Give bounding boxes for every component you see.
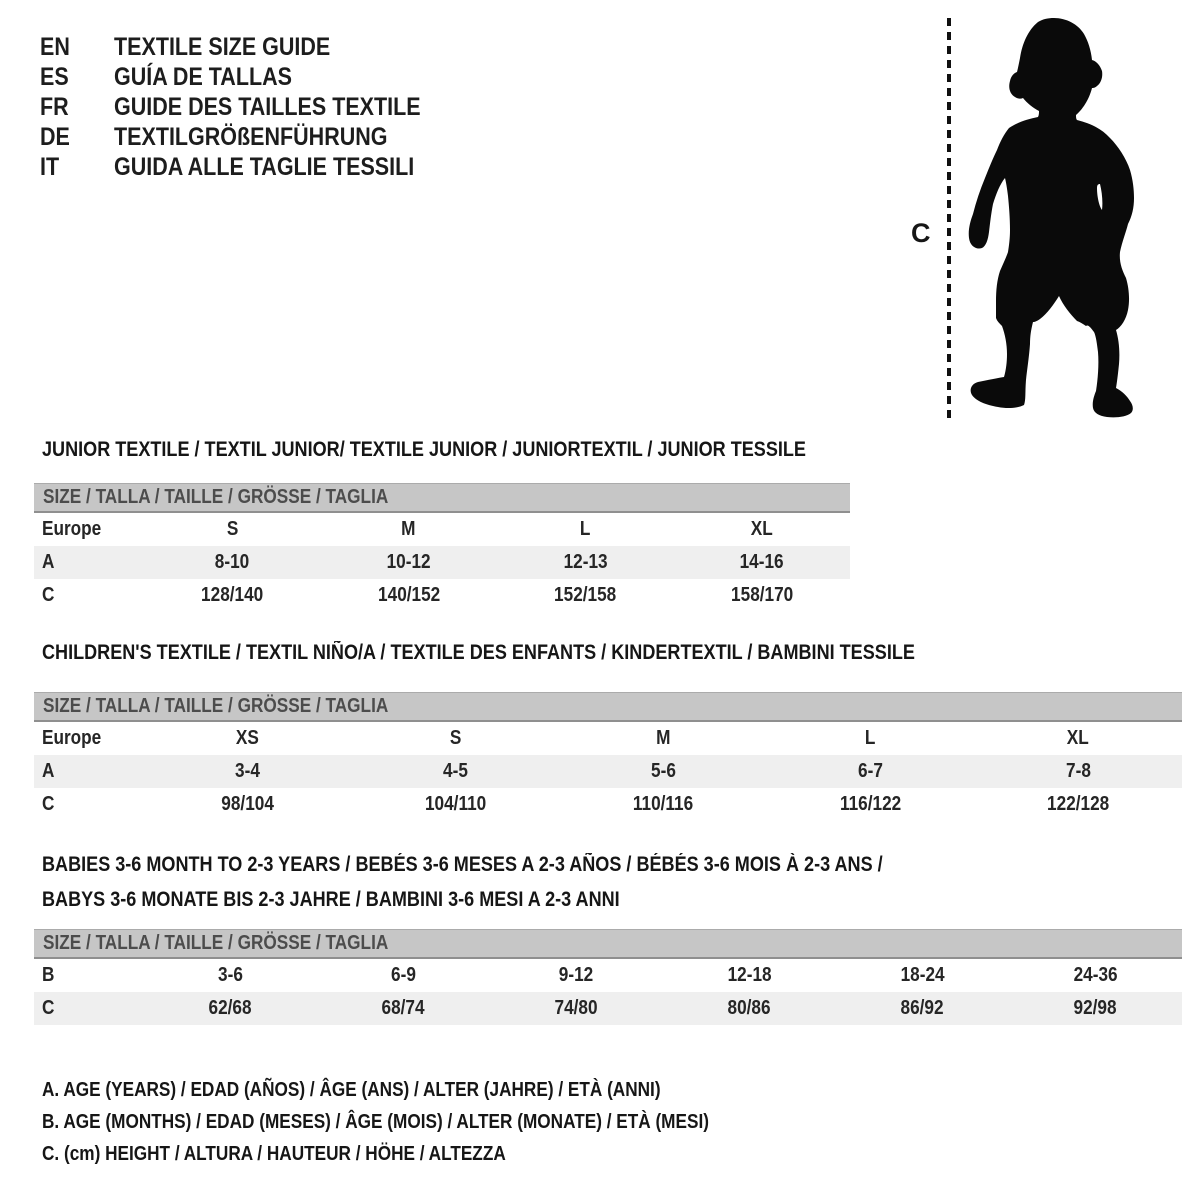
legend-line-c: [42, 1138, 818, 1170]
text: 5-6: [650, 760, 676, 782]
text: Europe: [42, 518, 102, 540]
text: 128/140: [201, 584, 264, 606]
row-label-cell: [34, 959, 144, 992]
language-title: [114, 93, 471, 122]
language-code: [40, 153, 114, 182]
childrens-row-c: [34, 788, 1182, 821]
childrens-size-header-bar: [34, 692, 1182, 722]
junior-size-table: [34, 513, 850, 612]
language-code: [40, 93, 114, 122]
childrens-size-table: [34, 722, 1182, 821]
text: 18-24: [900, 964, 945, 986]
text: CHILDREN'S TEXTILE / TEXTIL NIÑO/A / TEXTILE DES ENFANTS / KINDERTEXTIL / BAMBINI TESSILE: [42, 641, 915, 664]
column-header-cell: [559, 722, 767, 755]
text: 152/158: [554, 584, 617, 606]
size-cell: [144, 579, 321, 612]
junior-columns-row: [34, 513, 850, 546]
size-cell: [144, 992, 317, 1025]
text: M: [655, 727, 671, 749]
language-code: [40, 123, 114, 152]
row-label-cell: [34, 788, 144, 821]
language-code: [40, 63, 114, 92]
column-header-cell: [497, 513, 674, 546]
column-header-cell: [321, 513, 498, 546]
size-cell: [144, 755, 352, 788]
childrens-textile-section: [34, 639, 1182, 821]
text: 68/74: [381, 997, 426, 1019]
text: 9-12: [559, 964, 594, 986]
size-cell: [674, 579, 851, 612]
text: 116/122: [839, 793, 902, 815]
babies-size-header-bar: [34, 929, 1182, 959]
column-header-cell: [974, 722, 1182, 755]
text: GUÍA DE TALLAS: [114, 62, 292, 91]
size-cell: [836, 959, 1009, 992]
text: 62/68: [208, 997, 253, 1019]
column-header-cell: [144, 513, 321, 546]
text: EN: [40, 32, 70, 61]
text: 3-4: [235, 760, 261, 782]
text: M: [401, 518, 416, 540]
size-cell: [352, 755, 560, 788]
babies-section-title: [42, 847, 1182, 882]
size-cell: [974, 755, 1182, 788]
text: 74/80: [554, 997, 599, 1019]
size-cell: [497, 546, 674, 579]
text: XL: [1067, 727, 1090, 749]
text: C: [42, 584, 55, 606]
babies-row-c: [34, 992, 1182, 1025]
size-cell: [663, 992, 836, 1025]
text: 104/110: [424, 793, 487, 815]
row-label-cell: [34, 755, 144, 788]
text: 14-16: [739, 551, 784, 573]
junior-textile-section: [34, 436, 850, 612]
text: B. AGE (MONTHS) / EDAD (MESES) / ÂGE (MOIS) / ALTER (MONATE) / ETÀ (MESI): [42, 1111, 709, 1133]
language-title: [114, 33, 365, 62]
text: GUIDE DES TAILLES TEXTILE: [114, 92, 421, 121]
text: 86/92: [900, 997, 945, 1019]
text: 7-8: [1065, 760, 1091, 782]
size-cell: [767, 788, 975, 821]
size-cell: [1009, 992, 1182, 1025]
size-cell: [767, 755, 975, 788]
language-row-fr: [40, 92, 471, 122]
text: 6-9: [391, 964, 416, 986]
size-cell: [317, 992, 490, 1025]
column-header-cell: [674, 513, 851, 546]
text: SIZE / TALLA / TAILLE / GRÖSSE / TAGLIA: [43, 695, 389, 717]
size-cell: [352, 788, 560, 821]
junior-title-block: [34, 436, 850, 463]
row-label-cell: [34, 546, 144, 579]
text: 12-18: [727, 964, 772, 986]
junior-size-header-bar: [34, 483, 850, 513]
baby-silhouette-icon: [966, 18, 1134, 418]
junior-row-c: [34, 579, 850, 612]
language-title: [114, 153, 463, 182]
text: TEXTILE SIZE GUIDE: [114, 32, 331, 61]
text: BABYS 3-6 MONATE BIS 2-3 JAHRE / BAMBINI 3-6 MESI A 2-3 ANNI: [42, 888, 620, 911]
babies-title-block: [34, 847, 1182, 917]
language-title: [114, 123, 432, 152]
text: C. (cm) HEIGHT / ALTURA / HAUTEUR / HÖHE / ALTEZZA: [42, 1143, 506, 1165]
size-cell: [559, 755, 767, 788]
size-cell: [559, 788, 767, 821]
text: Europe: [42, 727, 102, 749]
text: A. AGE (YEARS) / EDAD (AÑOS) / ÂGE (ANS) / ALTER (JAHRE) / ETÀ (ANNI): [42, 1079, 661, 1101]
text: DE: [40, 122, 70, 151]
text: 24-36: [1073, 964, 1118, 986]
text: ES: [40, 62, 69, 91]
text: 98/104: [221, 793, 275, 815]
size-cell: [674, 546, 851, 579]
column-header-cell: [767, 722, 975, 755]
text: 140/152: [377, 584, 440, 606]
childrens-columns-row: [34, 722, 1182, 755]
size-cell: [497, 579, 674, 612]
size-cell: [321, 546, 498, 579]
text: JUNIOR TEXTILE / TEXTIL JUNIOR/ TEXTILE JUNIOR / JUNIORTEXTIL / JUNIOR TESSILE: [42, 438, 806, 461]
text: 4-5: [442, 760, 468, 782]
babies-section-title: [42, 882, 1182, 917]
text: S: [226, 518, 238, 540]
text: 110/116: [632, 793, 694, 815]
region-header-cell: [34, 513, 144, 546]
legend-line-b: [42, 1106, 818, 1138]
text: L: [579, 518, 591, 540]
text: TEXTILGRÖßENFÜHRUNG: [114, 122, 388, 151]
size-cell: [1009, 959, 1182, 992]
text: BABIES 3-6 MONTH TO 2-3 YEARS / BEBÉS 3-6 MESES A 2-3 AÑOS / BÉBÉS 3-6 MOIS À 2-3 ANS /: [42, 853, 883, 876]
height-label: C: [911, 218, 931, 248]
text: C: [42, 997, 55, 1019]
text: A: [42, 760, 55, 782]
size-cell: [836, 992, 1009, 1025]
text: B: [42, 964, 55, 986]
legend: [42, 1074, 818, 1170]
legend-line-a: [42, 1074, 818, 1106]
language-title: [114, 63, 321, 92]
language-row-en: [40, 32, 471, 62]
text: S: [449, 727, 462, 749]
size-cell: [490, 959, 663, 992]
size-cell: [490, 992, 663, 1025]
babies-size-table: [34, 959, 1182, 1025]
text: XS: [236, 727, 260, 749]
text: 8-10: [215, 551, 250, 573]
region-header-cell: [34, 722, 144, 755]
row-label-cell: [34, 579, 144, 612]
language-code: [40, 33, 114, 62]
text: 12-13: [563, 551, 608, 573]
language-row-it: [40, 152, 471, 182]
text: 3-6: [218, 964, 243, 986]
text: A: [42, 551, 55, 573]
text: 6-7: [858, 760, 884, 782]
text: SIZE / TALLA / TAILLE / GRÖSSE / TAGLIA: [43, 932, 389, 954]
size-cell: [144, 959, 317, 992]
junior-row-a: [34, 546, 850, 579]
size-cell: [663, 959, 836, 992]
babies-row-b: [34, 959, 1182, 992]
text: 10-12: [386, 551, 431, 573]
language-list: [40, 32, 471, 182]
column-header-cell: [352, 722, 560, 755]
height-measure-dashed-line: [947, 18, 951, 418]
row-label-cell: [34, 992, 144, 1025]
text: 80/86: [727, 997, 772, 1019]
babies-textile-section: [34, 847, 1182, 1025]
size-cell: [144, 546, 321, 579]
text: 122/128: [1047, 793, 1110, 815]
childrens-row-a: [34, 755, 1182, 788]
text: IT: [40, 152, 60, 181]
size-cell: [974, 788, 1182, 821]
text: 158/170: [730, 584, 793, 606]
text: GUIDA ALLE TAGLIE TESSILI: [114, 152, 415, 181]
text: 92/98: [1073, 997, 1118, 1019]
childrens-section-title: [42, 639, 1182, 666]
childrens-title-block: [34, 639, 1182, 666]
text: L: [865, 727, 876, 749]
size-cell: [317, 959, 490, 992]
text: FR: [40, 92, 69, 121]
size-cell: [144, 788, 352, 821]
text: XL: [750, 518, 773, 540]
text: C: [42, 793, 55, 815]
language-row-es: [40, 62, 471, 92]
size-cell: [321, 579, 498, 612]
text: SIZE / TALLA / TAILLE / GRÖSSE / TAGLIA: [43, 486, 389, 508]
language-row-de: [40, 122, 471, 152]
junior-section-title: [42, 436, 850, 463]
column-header-cell: [144, 722, 352, 755]
